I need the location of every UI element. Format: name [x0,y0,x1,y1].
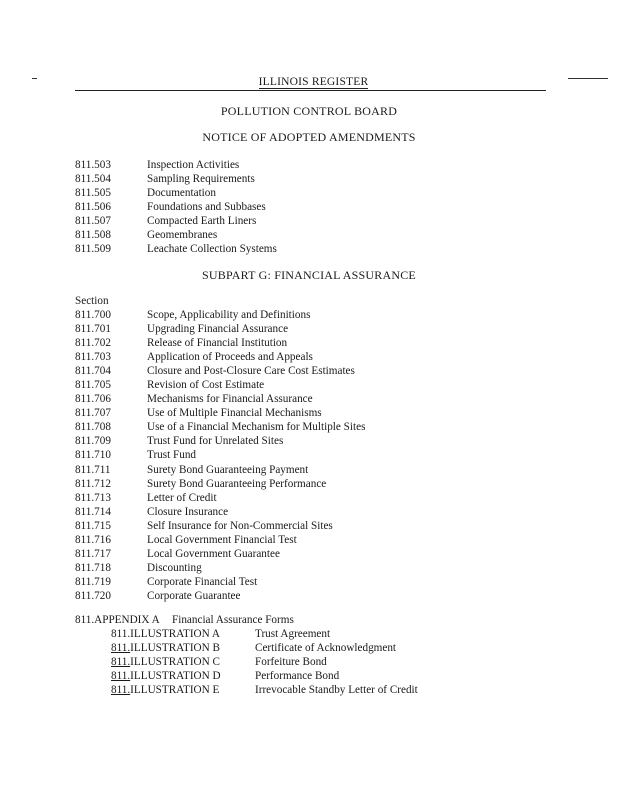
section-number: 811.507 [75,215,111,228]
illustration-title: Irrevocable Standby Letter of Credit [255,684,418,697]
section-column-label: Section [75,295,109,307]
illustration-title: Trust Agreement [255,628,331,640]
section-title: Letter of Credit [147,491,217,504]
section-title: Application of Proceeds and Appeals [147,351,313,364]
section-title: Release of Financial Institution [147,337,288,350]
illustration-label [111,641,220,655]
section-title: Self Insurance for Non-Commercial Sites [147,519,333,532]
section-title: Documentation [147,187,216,200]
notice-title: NOTICE OF ADOPTED AMENDMENTS [202,130,416,144]
section-number: 811.714 [75,505,111,518]
section-number: 811.503 [75,159,111,171]
section-number: 811.718 [75,561,111,574]
illustration-prefix: 811. [111,656,131,669]
section-number: 811.709 [75,435,111,448]
illustration-prefix: 811. [111,684,131,697]
section-number: 811.710 [75,449,111,462]
section-title: Compacted Earth Liners [147,215,257,228]
illustration-prefix: 811. [111,670,131,683]
section-title: Surety Bond Guaranteeing Performance [147,477,327,490]
appendix-row [75,613,294,627]
illustration-label [111,627,220,641]
illustration-prefix: 811. [111,642,131,655]
illustration-id: ILLUSTRATION A [130,628,220,640]
illustration-id: ILLUSTRATION B [130,642,220,655]
section-title: Trust Fund [147,449,197,462]
section-number: 811.712 [75,477,111,490]
section-title: Local Government Guarantee [147,547,280,560]
section-title: Trust Fund for Unrelated Sites [147,435,284,448]
appendix-title: Financial Assurance Forms [172,614,294,626]
section-number: 811.703 [75,351,111,364]
section-number: 811.720 [75,589,111,602]
section-title: Closure Insurance [147,505,229,518]
section-number: 811.705 [75,379,111,392]
section-number: 811.704 [75,365,111,378]
section-title: Scope, Applicability and Definitions [147,309,311,321]
section-number: 811.506 [75,201,111,214]
illustration-title: Performance Bond [255,670,340,683]
illustration-title: Forfeiture Bond [255,656,327,669]
section-title: Sampling Requirements [147,173,255,186]
illustration-title: Certificate of Acknowledgment [255,642,397,655]
register-title-row [0,76,618,89]
section-number: 811.708 [75,421,111,434]
section-title: Upgrading Financial Assurance [147,323,289,336]
header-rule [75,90,546,91]
agency-title: POLLUTION CONTROL BOARD [220,104,398,118]
section-number: 811.508 [75,229,111,242]
illustration-id: ILLUSTRATION E [130,684,220,697]
section-number: 811.504 [75,173,111,186]
illustration-id: ILLUSTRATION D [130,670,221,683]
section-number: 811.701 [75,323,111,336]
subpart-heading: SUBPART G: FINANCIAL ASSURANCE [202,268,416,282]
section-title: Corporate Financial Test [147,575,258,588]
section-title: Geomembranes [147,229,218,242]
section-title: Surety Bond Guaranteeing Payment [147,463,309,476]
section-number: 811.700 [75,309,111,321]
section-title: Closure and Post-Closure Care Cost Estimates [147,365,355,378]
section-number: 811.702 [75,337,111,350]
section-number: 811.706 [75,393,111,406]
illustration-label [111,655,220,669]
section-title: Corporate Guarantee [147,589,241,602]
section-number: 811.711 [75,463,111,476]
section-number: 811.716 [75,533,111,546]
section-number: 811.719 [75,575,111,588]
section-title: Revision of Cost Estimate [147,379,265,392]
section-title: Foundations and Subbases [147,201,266,214]
section-number: 811.717 [75,547,111,560]
section-number: 811.713 [75,491,111,504]
section-title: Discounting [147,561,202,574]
section-number: 811.509 [75,243,111,256]
section-number: 811.505 [75,187,111,200]
section-title: Use of Multiple Financial Mechanisms [147,407,322,420]
illustration-prefix: 811. [111,628,131,640]
illustration-id: ILLUSTRATION C [130,656,220,669]
register-title: ILLINOIS REGISTER [258,76,369,88]
illustration-label [111,683,219,697]
section-number: 811.707 [75,407,111,420]
appendix-label: 811.APPENDIX A [75,614,160,626]
section-title: Leachate Collection Systems [147,243,277,256]
section-title: Inspection Activities [147,159,240,171]
section-title: Use of a Financial Mechanism for Multiple Sites [147,421,366,434]
section-number: 811.715 [75,519,111,532]
section-title: Mechanisms for Financial Assurance [147,393,313,406]
section-title: Local Government Financial Test [147,533,297,546]
illustration-label [111,669,221,683]
